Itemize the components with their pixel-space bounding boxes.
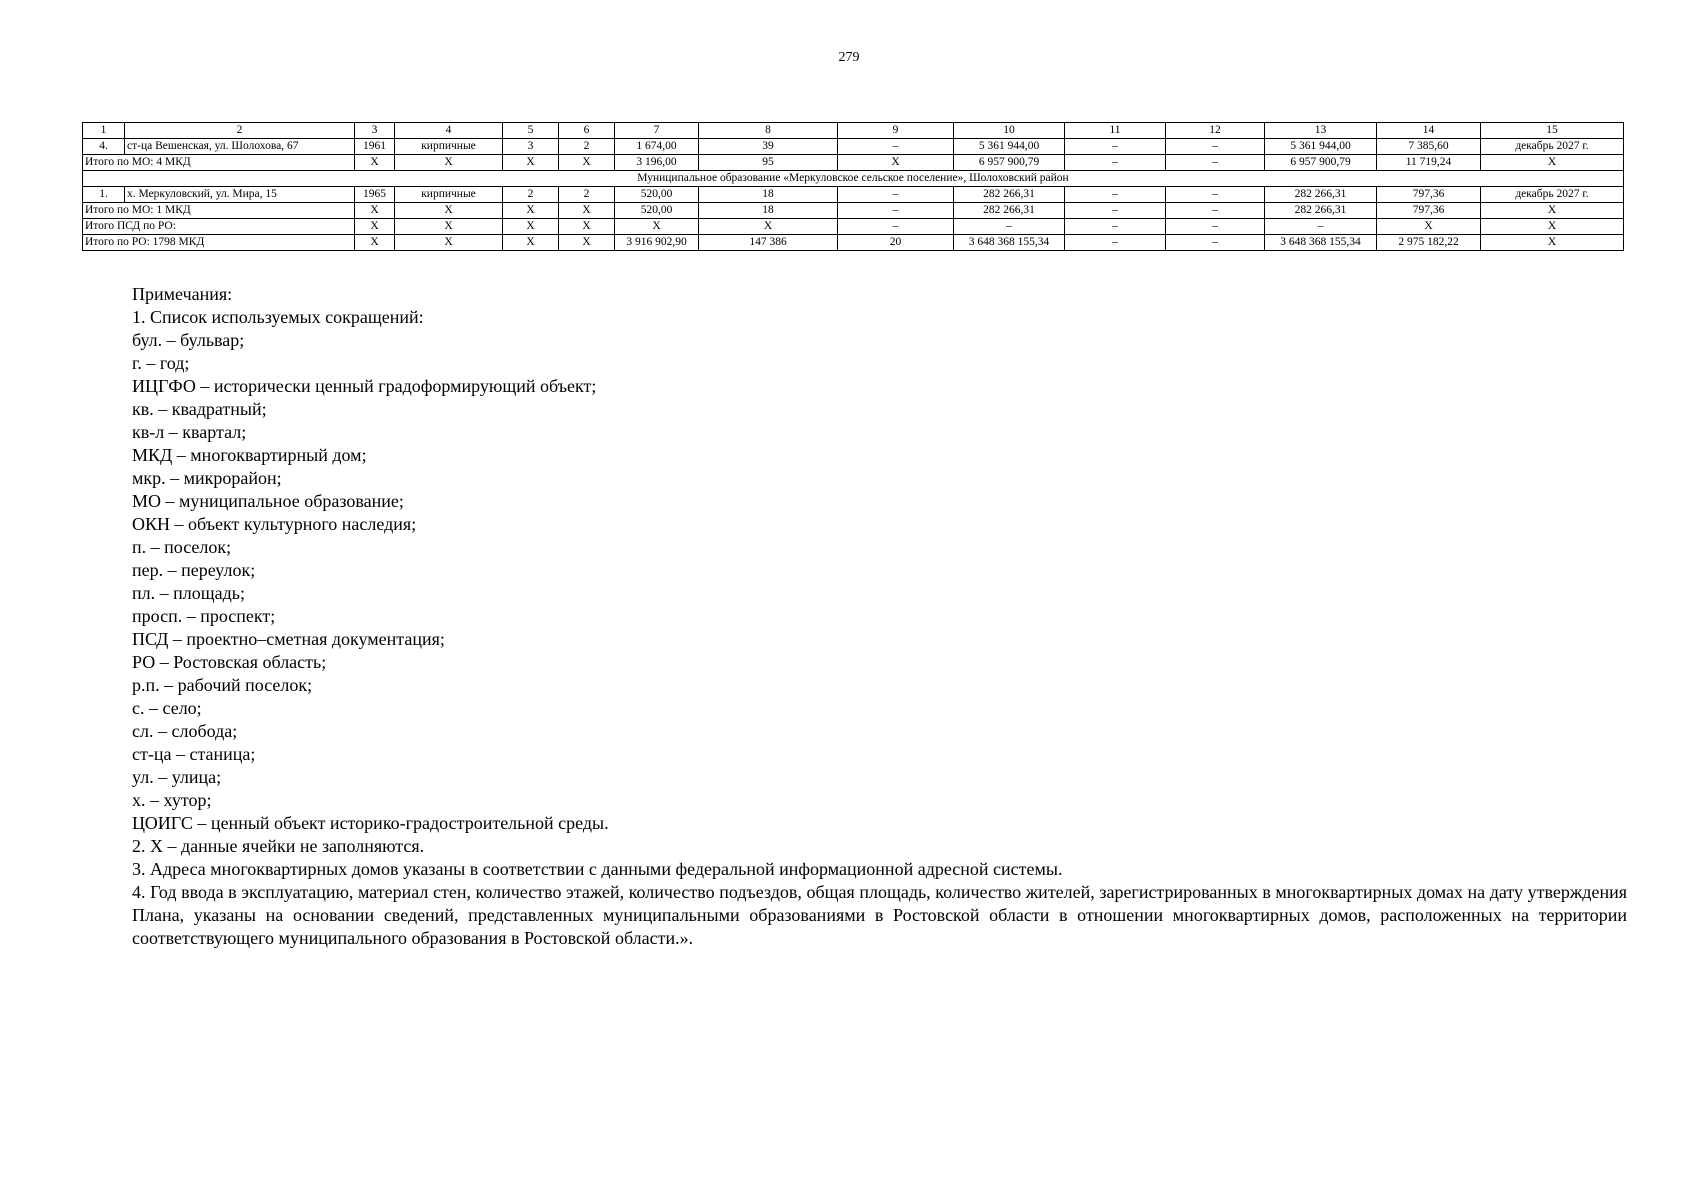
- table-cell: 5 361 944,00: [954, 139, 1065, 155]
- table-cell: 282 266,31: [954, 203, 1065, 219]
- table-cell: 520,00: [615, 203, 699, 219]
- table-cell: X: [1481, 219, 1624, 235]
- table-cell: X: [355, 203, 395, 219]
- column-number-cell: 11: [1065, 123, 1166, 139]
- table-cell: –: [1065, 155, 1166, 171]
- table-cell: X: [503, 219, 559, 235]
- column-number-cell: 13: [1265, 123, 1377, 139]
- table-cell: 5 361 944,00: [1265, 139, 1377, 155]
- table-cell: X: [559, 203, 615, 219]
- table-cell: –: [1166, 155, 1265, 171]
- total-row: [83, 155, 1624, 171]
- table-cell: –: [1166, 235, 1265, 251]
- notes-section: [132, 283, 1627, 950]
- table-cell: 2 975 182,22: [1377, 235, 1481, 251]
- note-line: 3. Адреса многоквартирных домов указаны в соответствии с данными федеральной информационной адресной системы.: [132, 859, 1063, 879]
- column-number-cell: 5: [503, 123, 559, 139]
- table-cell: 18: [699, 203, 838, 219]
- table-cell: X: [1377, 219, 1481, 235]
- housing-table: [82, 122, 1624, 251]
- table-cell: X: [699, 219, 838, 235]
- table-cell: –: [1166, 203, 1265, 219]
- table-cell: 3 648 368 155,34: [1265, 235, 1377, 251]
- table-cell: 18: [699, 187, 838, 203]
- table-cell: 11 719,24: [1377, 155, 1481, 171]
- note-line: ПСД – проектно–сметная документация;: [132, 629, 445, 649]
- table-cell: 1.: [83, 187, 125, 203]
- table-cell: 3 196,00: [615, 155, 699, 171]
- note-line: р.п. – рабочий поселок;: [132, 675, 313, 695]
- table-cell: X: [395, 235, 503, 251]
- note-4: 4. Год ввода в эксплуатацию, материал стен, количество этажей, количество подъездов, общая площадь, количество жителей, зарегистрированных в многоквартирных домах на дату утверждения Плана, указаны на основании сведений, представленных муниципальными образованиями в Ростовской области в отношении многоквартирных домов, расположенных на территории соответствующего муниципального образования в Ростовской области.».: [132, 882, 1627, 948]
- table-cell: кирпичные: [395, 187, 503, 203]
- table-cell: 20: [838, 235, 954, 251]
- table-cell: 7 385,60: [1377, 139, 1481, 155]
- note-line: сл. – слобода;: [132, 721, 238, 741]
- note-line: кв-л – квартал;: [132, 422, 247, 442]
- table-cell: 147 386: [699, 235, 838, 251]
- table-body: [83, 123, 1624, 251]
- table-cell: 39: [699, 139, 838, 155]
- total-label-cell: Итого по РО: 1798 МКД: [83, 235, 355, 251]
- note-line: с. – село;: [132, 698, 202, 718]
- table-cell: X: [838, 155, 954, 171]
- table-cell: X: [1481, 155, 1624, 171]
- total-row: [83, 203, 1624, 219]
- total-label-cell: Итого по МО: 4 МКД: [83, 155, 355, 171]
- table-cell: 797,36: [1377, 187, 1481, 203]
- table-cell: кирпичные: [395, 139, 503, 155]
- table-cell: X: [395, 203, 503, 219]
- table-cell: X: [395, 155, 503, 171]
- note-line: ИЦГФО – исторически ценный градоформирующий объект;: [132, 376, 597, 396]
- column-number-cell: 2: [125, 123, 355, 139]
- section-title-cell: Муниципальное образование «Меркуловское сельское поселение», Шолоховский район: [83, 171, 1624, 187]
- note-line: ОКН – объект культурного наследия;: [132, 514, 417, 534]
- table-cell: 3 648 368 155,34: [954, 235, 1065, 251]
- table-cell: X: [559, 235, 615, 251]
- table-cell: 3 916 902,90: [615, 235, 699, 251]
- column-number-cell: 15: [1481, 123, 1624, 139]
- note-line: МО – муниципальное образование;: [132, 491, 404, 511]
- note-line: ЦОИГС – ценный объект историко-градостроительной среды.: [132, 813, 609, 833]
- table-cell: 1965: [355, 187, 395, 203]
- note-line: пл. – площадь;: [132, 583, 245, 603]
- notes-title: Примечания:: [132, 284, 233, 304]
- table-cell: X: [559, 155, 615, 171]
- address-cell: х. Меркуловский, ул. Мира, 15: [125, 187, 355, 203]
- table-cell: –: [954, 219, 1065, 235]
- table-row: [83, 187, 1624, 203]
- table-cell: 282 266,31: [1265, 203, 1377, 219]
- note-line: х. – хутор;: [132, 790, 212, 810]
- page-number: 279: [838, 50, 860, 65]
- table-cell: –: [1065, 219, 1166, 235]
- column-number-cell: 3: [355, 123, 395, 139]
- column-number-cell: 6: [559, 123, 615, 139]
- column-number-cell: 14: [1377, 123, 1481, 139]
- total-row: [83, 219, 1624, 235]
- table-cell: 282 266,31: [1265, 187, 1377, 203]
- table-cell: –: [838, 187, 954, 203]
- table-cell: 282 266,31: [954, 187, 1065, 203]
- notes-list: [132, 306, 1627, 881]
- table-cell: X: [615, 219, 699, 235]
- total-row: [83, 235, 1624, 251]
- column-number-cell: 8: [699, 123, 838, 139]
- total-label-cell: Итого ПСД по РО:: [83, 219, 355, 235]
- note-line: п. – поселок;: [132, 537, 232, 557]
- table-cell: –: [1065, 203, 1166, 219]
- table-cell: декабрь 2027 г.: [1481, 187, 1624, 203]
- note-line: просп. – проспект;: [132, 606, 276, 626]
- table-cell: 4.: [83, 139, 125, 155]
- table-header-row: [83, 123, 1624, 139]
- table-cell: 1961: [355, 139, 395, 155]
- table-cell: –: [838, 139, 954, 155]
- table-cell: X: [395, 219, 503, 235]
- table-cell: X: [503, 203, 559, 219]
- note-line: 2. X – данные ячейки не заполняются.: [132, 836, 425, 856]
- note-line: 1. Список используемых сокращений:: [132, 307, 424, 327]
- total-label-cell: Итого по МО: 1 МКД: [83, 203, 355, 219]
- address-cell: ст-ца Вешенская, ул. Шолохова, 67: [125, 139, 355, 155]
- table-cell: –: [838, 203, 954, 219]
- table-cell: 520,00: [615, 187, 699, 203]
- table-cell: –: [1065, 235, 1166, 251]
- note-line: кв. – квадратный;: [132, 399, 267, 419]
- column-number-cell: 7: [615, 123, 699, 139]
- table-cell: X: [1481, 203, 1624, 219]
- table-row: [83, 139, 1624, 155]
- table-cell: X: [559, 219, 615, 235]
- table-cell: 2: [559, 187, 615, 203]
- table-cell: X: [355, 235, 395, 251]
- note-line: мкр. – микрорайон;: [132, 468, 282, 488]
- table-cell: 95: [699, 155, 838, 171]
- table-cell: –: [1166, 139, 1265, 155]
- table-cell: 2: [503, 187, 559, 203]
- note-line: ул. – улица;: [132, 767, 222, 787]
- table-cell: 3: [503, 139, 559, 155]
- table-cell: –: [838, 219, 954, 235]
- table-cell: X: [355, 219, 395, 235]
- table-cell: 6 957 900,79: [1265, 155, 1377, 171]
- note-line: РО – Ростовская область;: [132, 652, 327, 672]
- column-number-cell: 4: [395, 123, 503, 139]
- table-cell: 797,36: [1377, 203, 1481, 219]
- column-number-cell: 12: [1166, 123, 1265, 139]
- table-cell: –: [1166, 187, 1265, 203]
- table-cell: –: [1065, 139, 1166, 155]
- column-number-cell: 10: [954, 123, 1065, 139]
- table-cell: 2: [559, 139, 615, 155]
- note-line: бул. – бульвар;: [132, 330, 245, 350]
- table-cell: X: [503, 235, 559, 251]
- note-line: пер. – переулок;: [132, 560, 256, 580]
- table-cell: 6 957 900,79: [954, 155, 1065, 171]
- table-cell: X: [1481, 235, 1624, 251]
- section-header-row: [83, 171, 1624, 187]
- table-cell: –: [1166, 219, 1265, 235]
- note-line: г. – год;: [132, 353, 190, 373]
- table-cell: 1 674,00: [615, 139, 699, 155]
- column-number-cell: 9: [838, 123, 954, 139]
- table-cell: X: [355, 155, 395, 171]
- table-cell: декабрь 2027 г.: [1481, 139, 1624, 155]
- column-number-cell: 1: [83, 123, 125, 139]
- table-cell: –: [1065, 187, 1166, 203]
- note-line: МКД – многоквартирный дом;: [132, 445, 367, 465]
- note-line: ст-ца – станица;: [132, 744, 256, 764]
- table-cell: –: [1265, 219, 1377, 235]
- table-cell: X: [503, 155, 559, 171]
